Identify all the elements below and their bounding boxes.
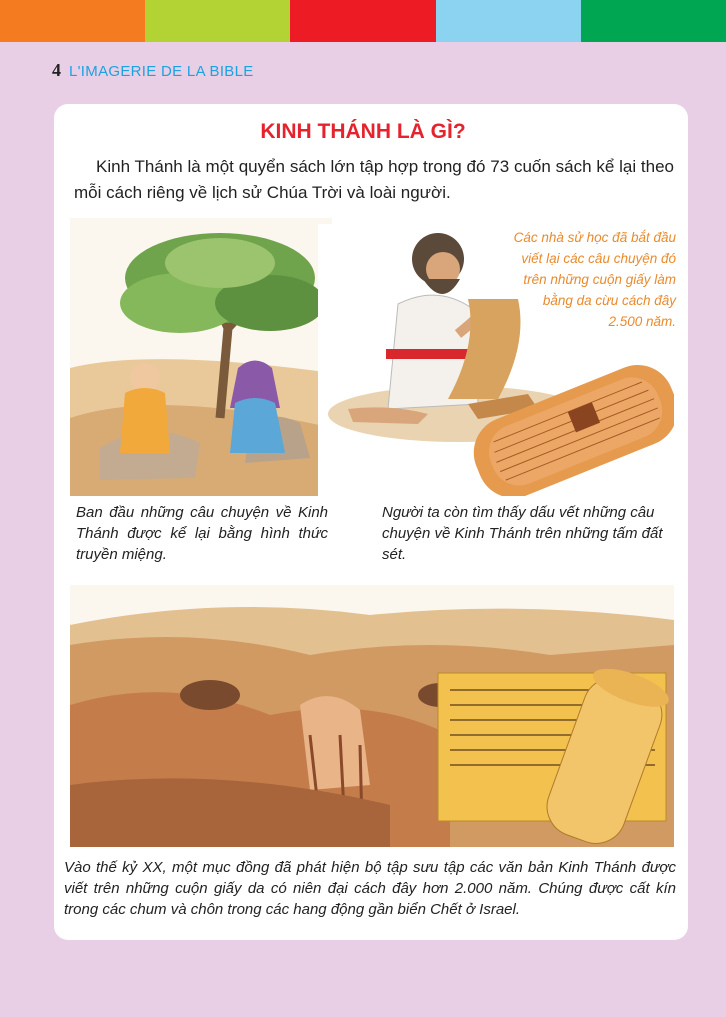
caption-dead-sea-scrolls: Vào thế kỷ XX, một mục đồng đã phát hiện bộ tập sưu tập các văn bản Kinh Thánh được viết trên những cuộn giấy da có niên đại cách đây hơn 2.000 năm. Chúng được cất kín trong các chum và chôn trong các hang động gần biển Chết ở Israel. xyxy=(64,859,676,918)
scribe-note: Các nhà sử học đã bắt đầu viết lại các câu chuyện đó trên những cuộn giấy làm bằng da cừu cách đây 2.500 năm. xyxy=(513,230,676,329)
illustration-qumran-caves xyxy=(70,585,674,847)
intro-paragraph: Kinh Thánh là một quyển sách lớn tập hợp trong đó 73 cuốn sách kể lại theo mỗi cách riêng về lịch sử Chúa Trời và loài người. xyxy=(74,157,674,202)
page-header xyxy=(52,60,254,81)
caption-clay-tablets: Người ta còn tìm thấy dấu vết những câu chuyện về Kinh Thánh trên những tấm đất sét. xyxy=(382,504,663,563)
book-title: L'IMAGERIE DE LA BIBLE xyxy=(69,63,254,80)
page-title: KINH THÁNH LÀ GÌ? xyxy=(260,120,466,143)
illustration-storytelling xyxy=(70,218,332,496)
color-band-1 xyxy=(0,0,145,42)
color-band-4 xyxy=(436,0,581,42)
color-band-3 xyxy=(290,0,435,42)
color-band-5 xyxy=(581,0,726,42)
top-color-bar xyxy=(0,0,726,42)
page-number: 4 xyxy=(52,60,61,80)
caption-oral-tradition: Ban đầu những câu chuyện về Kinh Thánh được kể lại bằng hình thức truyền miệng. xyxy=(76,504,328,563)
color-band-2 xyxy=(145,0,290,42)
